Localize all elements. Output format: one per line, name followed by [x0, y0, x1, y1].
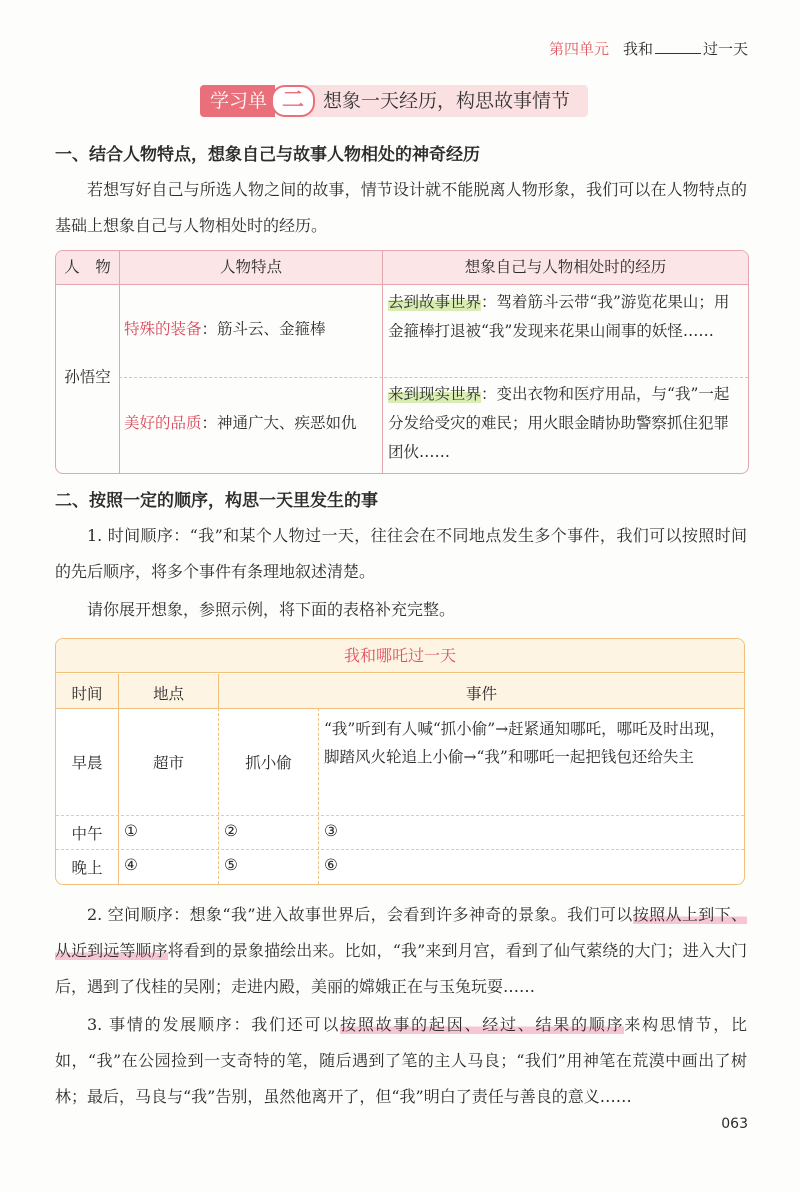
- header-place: 地点: [152, 685, 184, 703]
- banner-tag: 学习单: [200, 85, 275, 117]
- section1-paragraph: 若想写好自己与所选人物之间的故事，情节设计就不能脱离人物形象，我们可以在人物特点的基础上想象自己与人物相处时的经历。: [55, 180, 747, 235]
- trait-value: ：神通广大、疾恶如仇: [201, 414, 357, 432]
- unit-label: 第四单元: [548, 40, 609, 58]
- blank-3: ③: [324, 822, 338, 840]
- experience-value: ：变出衣物和医疗用品，与“我”一起分发给受灾的难民；用火眼金睛协助警察抓住犯罪团伙……: [388, 385, 730, 461]
- instruction-paragraph: 请你展开想象，参照示例，将下面的表格补充完整。: [87, 600, 456, 619]
- header-event: 事件: [465, 685, 497, 703]
- header-traits: 人物特点: [219, 258, 282, 276]
- unit-title-suffix: 过一天: [702, 40, 748, 58]
- banner-title: 想象一天经历，构思故事情节: [301, 85, 588, 117]
- lesson-banner: [200, 84, 588, 118]
- experience-row-1: [388, 288, 742, 346]
- character-table: [55, 250, 749, 474]
- experience-key: 去到故事世界: [388, 293, 482, 311]
- header-experience: 想象自己与人物相处时的经历: [464, 258, 667, 276]
- experience-key: 来到现实世界: [388, 385, 482, 403]
- trait-key: 特殊的装备: [124, 320, 202, 338]
- trait-value: ：筋斗云、金箍棒: [201, 320, 326, 338]
- banner-number: 二: [271, 85, 315, 117]
- event-order-highlight: 按照故事的起因、经过、结果的顺序: [340, 1015, 625, 1034]
- noon-time: 中午: [71, 825, 103, 843]
- nezha-day-table: [55, 638, 745, 885]
- example-event: 抓小偷: [245, 754, 292, 772]
- table-caption: 我和哪吒过一天: [56, 639, 744, 673]
- unit-title-prefix: 我和: [622, 40, 653, 58]
- trait-row-1: [124, 315, 380, 344]
- example-time: 早晨: [71, 754, 103, 772]
- example-detail: “我”听到有人喊“抓小偷”→赶紧通知哪吒，哪吒及时出现，脚踏风火轮追上小偷→“我”和哪吒一起把钱包还给失主: [324, 720, 726, 766]
- trait-row-2: [124, 409, 380, 438]
- blank-2: ②: [224, 822, 238, 840]
- header-character: 人 物: [64, 258, 111, 276]
- section2-heading: 二、按照一定的顺序，构思一天里发生的事: [55, 491, 378, 511]
- blank-5: ⑤: [224, 856, 238, 874]
- unit-header: [549, 38, 748, 59]
- evening-time: 晚上: [71, 859, 103, 877]
- space-order-highlight: 按照从上到下、从近到远等顺序: [55, 905, 747, 960]
- event-order-paragraph: 3. 事情的发展顺序：我们还可以按照故事的起因、经过、结果的顺序来构思情节，比如，“我”在公园捡到一支奇特的笔，随后遇到了笔的主人马良；“我们”用神笔在荒漠中画出了树林；最后，马良与“我”告别，虽然他离开了，但“我”明白了责任与善良的意义……: [55, 1015, 747, 1106]
- blank-1: ①: [124, 822, 138, 840]
- blank-6: ⑥: [324, 856, 338, 874]
- blank-4: ④: [124, 856, 138, 874]
- trait-key: 美好的品质: [124, 414, 202, 432]
- header-time: 时间: [71, 685, 103, 703]
- experience-value: ：驾着筋斗云带“我”游览花果山；用金箍棒打退被“我”发现来花果山闹事的妖怪……: [388, 293, 730, 340]
- page-number: 063: [721, 1116, 748, 1132]
- space-order-paragraph: 2. 空间顺序：想象“我”进入故事世界后，会看到许多神奇的景象。我们可以按照从上到下、从近到远等顺序将看到的景象描绘出来。比如，“我”来到月宫，看到了仙气萦绕的大门；进入大门后，遇到了伐桂的吴刚；走进内殿，美丽的嫦娥正在与玉兔玩耍……: [55, 905, 747, 996]
- section1-heading: 一、结合人物特点，想象自己与故事人物相处的神奇经历: [55, 145, 480, 165]
- character-name: 孙悟空: [64, 368, 111, 386]
- time-order-paragraph: 1. 时间顺序：“我”和某个人物过一天，往往会在不同地点发生多个事件，我们可以按照时间的先后顺序，将多个事件有条理地叙述清楚。: [55, 526, 747, 581]
- title-blank: [655, 39, 701, 54]
- example-place: 超市: [152, 754, 184, 772]
- experience-row-2: [388, 380, 742, 467]
